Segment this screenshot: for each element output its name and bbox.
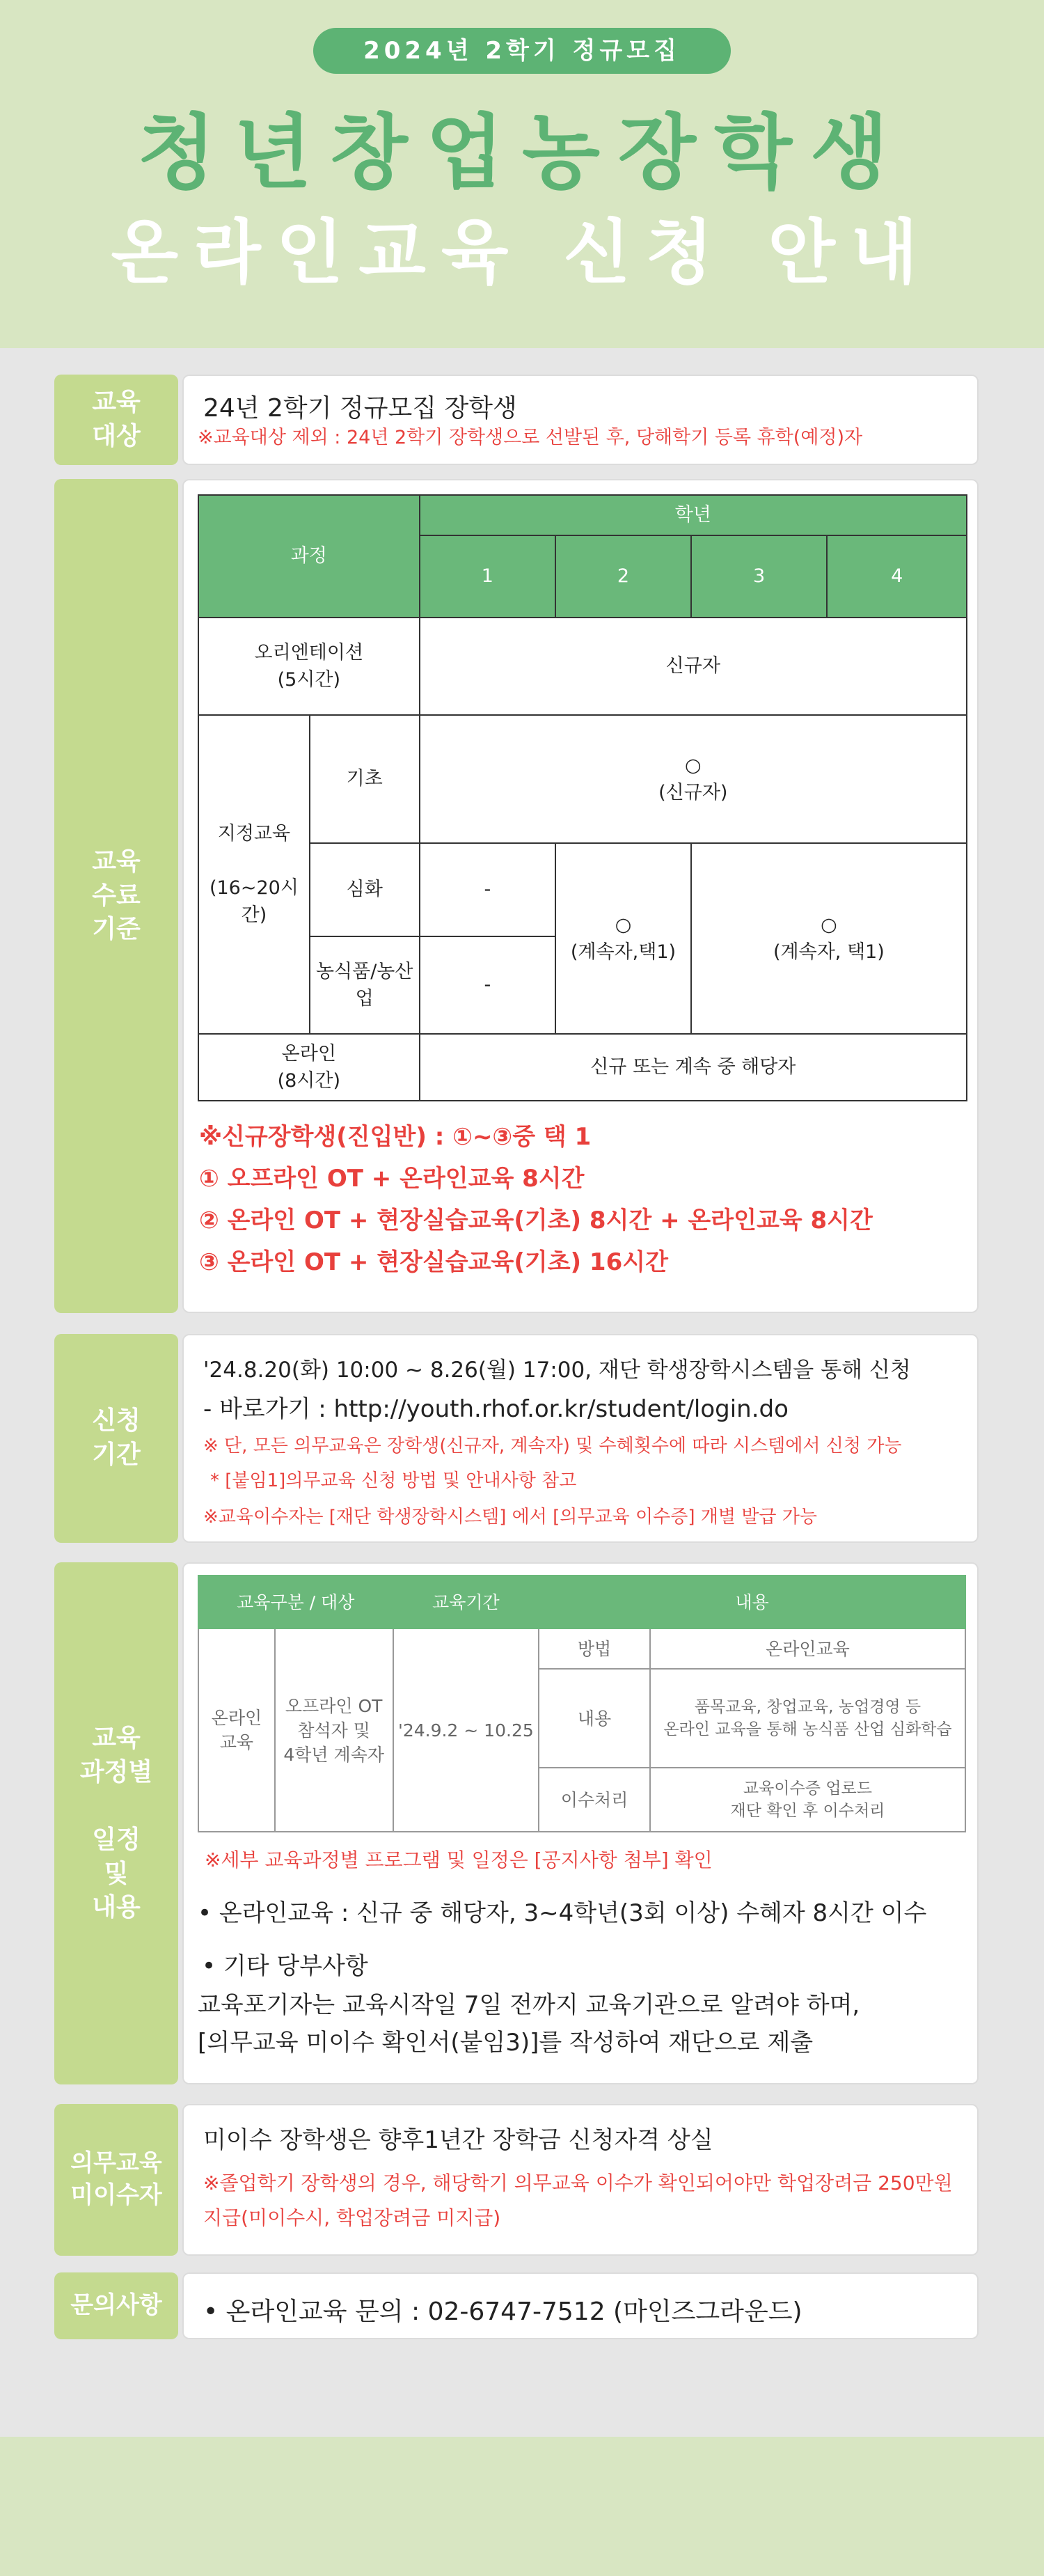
contact-line: • 온라인교육 문의 : 02-6747-7512 (마인즈그라운드) [203,2298,802,2326]
basic-value: ○ (신규자) [420,715,967,843]
term-pill: 2024년 2학기 정규모집 [313,28,731,74]
schedule-content-value: 품목교육, 창업교육, 농업경영 등 온라인 교육을 통해 농식품 산업 심화학습 [650,1669,965,1768]
criteria-note-4: ③ 온라인 OT + 현장실습교육(기초) 16시간 [199,1248,668,1276]
incomplete-label: 의무교육 미이수자 [54,2104,178,2256]
orientation-value: 신규자 [420,618,967,715]
food-cell: 농식품/농산업 [310,936,420,1034]
schedule-label: 교육 과정별 일정 및 내용 [54,1562,178,2084]
period-line1: '24.8.20(화) 10:00 ~ 8.26(월) 17:00, 재단 학생장학시스템을 통해 신청 [203,1358,911,1383]
grade-4: 4 [827,535,967,618]
schedule-note: ※세부 교육과정별 프로그램 및 일정은 [공지사항 첨부] 확인 [205,1848,713,1871]
header-band [0,0,1044,348]
schedule-target: 오프라인 OT 참석자 및 4학년 계속자 [275,1628,393,1832]
schedule-line2: • 기타 당부사항 [202,1952,368,1980]
grade-2: 2 [555,535,691,618]
schedule-line1: • 온라인교육 : 신규 중 해당자, 3~4학년(3회 이상) 수혜자 8시간 이수 [198,1899,927,1927]
continuer-choice-1: ○ (계속자,택1) [555,843,691,1034]
period-label: 신청 기간 [54,1334,178,1543]
continuer-choice-2: ○ (계속자, 택1) [691,843,967,1034]
schedule-content [182,1562,979,2084]
designated-cell: 지정교육 (16~20시간) [198,715,310,1034]
schedule-section [54,1562,979,2084]
criteria-section [54,479,979,1313]
grade-3: 3 [691,535,828,618]
advanced-dash: - [420,843,556,936]
period-note2: * [붙임1]의무교육 신청 방법 및 안내사항 참고 [210,1470,577,1491]
period-section [54,1334,979,1543]
contact-content [182,2272,979,2339]
schedule-header-period: 교육기간 [393,1576,539,1628]
period-note3: ※교육이수자는 [재단 학생장학시스템] 에서 [의무교육 이수증] 개별 발급 가능 [203,1507,817,1527]
schedule-completion-key: 이수처리 [539,1768,650,1832]
schedule-method-value: 온라인교육 [650,1628,965,1669]
target-note: ※교육대상 제외 : 24년 2학기 장학생으로 선발된 후, 당해학기 등록 휴학(예정)자 [198,427,863,448]
criteria-table [198,494,967,1101]
schedule-content-key: 내용 [539,1669,650,1768]
page-subtitle: 온라인교육 신청 안내 [111,212,933,293]
criteria-note-2: ① 오프라인 OT + 온라인교육 8시간 [199,1165,585,1193]
schedule-period: '24.9.2 ~ 10.25 [393,1628,539,1832]
incomplete-note2: 지급(미이수시, 학업장려금 미지급) [203,2206,501,2229]
incomplete-section [54,2104,979,2256]
target-main: 24년 2학기 정규모집 장학생 [203,394,517,423]
schedule-type: 온라인 교육 [198,1628,275,1832]
page-title: 청년창업농장학생 [137,106,907,200]
online-cell: 온라인 (8시간) [198,1034,420,1101]
period-note1: ※ 단, 모든 의무교육은 장학생(신규자, 계속자) 및 수혜횟수에 따라 시스템에서 신청 가능 [203,1436,902,1456]
food-dash: - [420,936,556,1034]
schedule-line4: [의무교육 미이수 확인서(붙임3)]를 작성하여 재단으로 제출 [198,2029,814,2057]
criteria-note-3: ② 온라인 OT + 현장실습교육(기초) 8시간 + 온라인교육 8시간 [199,1207,873,1234]
course-header: 과정 [198,495,420,618]
schedule-method-key: 방법 [539,1628,650,1669]
period-link-line[interactable]: - 바로가기 : http://youth.rhof.or.kr/student/login.do [203,1395,789,1423]
criteria-content [182,479,979,1313]
period-content [182,1334,979,1543]
criteria-note-1: ※신규장학생(진입반) : ①~③중 택 1 [199,1123,592,1151]
advanced-cell: 심화 [310,843,420,936]
criteria-label: 교육 수료 기준 [54,479,178,1313]
schedule-completion-value: 교육이수증 업로드 재단 확인 후 이수처리 [650,1768,965,1832]
incomplete-note1: ※졸업학기 장학생의 경우, 해당학기 의무교육 이수가 확인되어야만 학업장려금 250만원 [203,2171,953,2194]
contact-section [54,2272,979,2339]
incomplete-main: 미이수 장학생은 향후1년간 장학금 신청자격 상실 [203,2126,713,2154]
target-content [182,375,979,465]
contact-label: 문의사항 [54,2272,178,2339]
schedule-header-content: 내용 [539,1576,965,1628]
incomplete-content [182,2104,979,2256]
schedule-header-type: 교육구분 / 대상 [198,1576,393,1628]
basic-cell: 기초 [310,715,420,843]
target-label: 교육 대상 [54,375,178,465]
grade-header: 학년 [420,495,967,535]
footer-band [0,2437,1044,2576]
schedule-table [198,1575,966,1832]
schedule-line3: 교육포기자는 교육시작일 7일 전까지 교육기관으로 알려야 하며, [198,1991,860,2019]
online-value: 신규 또는 계속 중 해당자 [420,1034,967,1101]
grade-1: 1 [420,535,556,618]
orientation-cell: 오리엔테이션 (5시간) [198,618,420,715]
target-section [54,375,979,465]
